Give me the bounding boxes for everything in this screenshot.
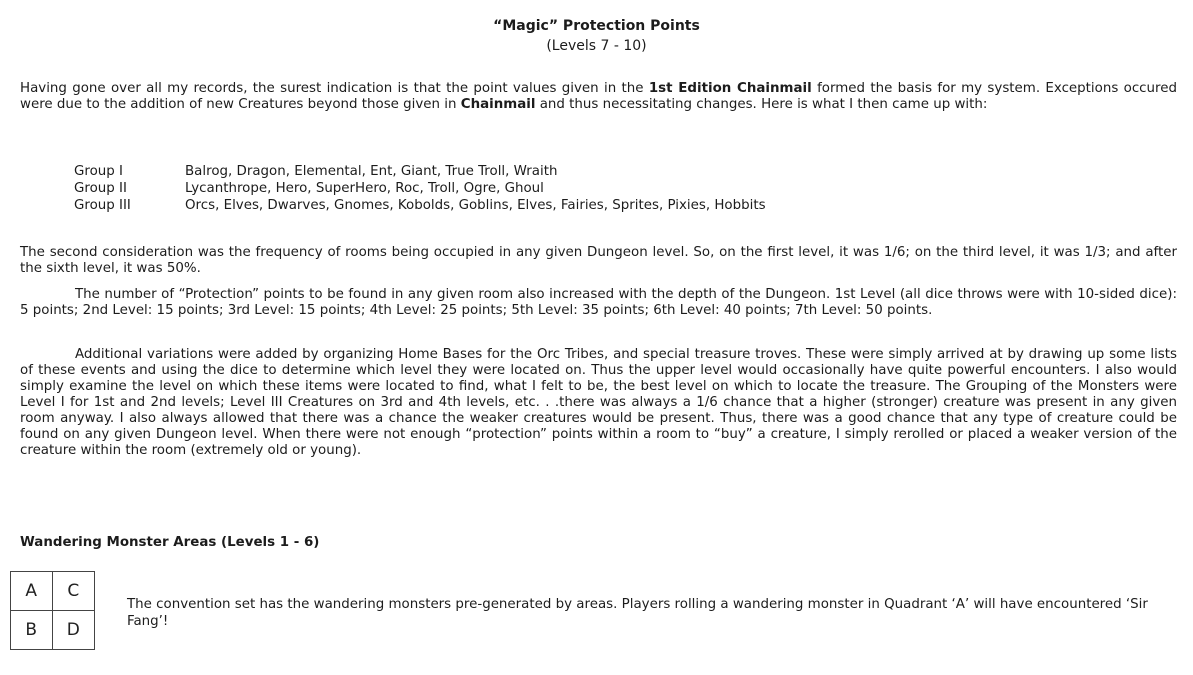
group-name: Group I	[74, 164, 123, 179]
intro-paragraph	[20, 81, 1177, 113]
intro-text-2: formed the basis for my system. Exceptions occured were due to the addition of new Creatures beyond those given in	[20, 81, 1177, 112]
group-row	[74, 197, 766, 214]
wandering-note: The convention set has the wandering monsters pre-generated by areas. Players rolling a wandering monster in Quadrant ‘A’ will have encountered ‘Sir Fang’!	[127, 597, 1148, 629]
quadrant-b: B	[11, 611, 53, 650]
wandering-heading: Wandering Monster Areas (Levels 1 - 6)	[20, 535, 320, 550]
quadrant-c: C	[53, 572, 95, 611]
quadrant-a: A	[11, 572, 53, 611]
group-row	[74, 163, 766, 180]
intro-bold-2: Chainmail	[460, 97, 536, 112]
intro-text-3: and thus necessitating changes. Here is what I then came up with:	[535, 97, 988, 112]
group-members: Lycanthrope, Hero, SuperHero, Roc, Troll, Ogre, Ghoul	[185, 181, 544, 196]
intro-text-1: Having gone over all my records, the surest indication is that the point values given in the	[20, 81, 649, 96]
variations-paragraph: Additional variations were added by organizing Home Bases for the Orc Tribes, and special treasure troves. These were simply arrived at by drawing up some lists of these events and using the dice to determine which level they were located on. Thus the upper level would occasionally have quite powerful encounters. I also would simply examine the level on which these items were located to find, what I felt to be, the best level on which to locate the treasure. The Grouping of the Monsters were Level I for 1st and 2nd levels; Level III Creatures on 3rd and 4th levels, etc. . .there was always a 1/6 chance that a higher (stronger) creature was present in any given room anyway. I also always allowed that there was a chance the weaker creatures would be present. Thus, there was a good chance that any type of creature could be found on any given Dungeon level. When there were not enough “protection” points within a room to “buy” a creature, I simply rerolled or placed a weaker version of the creature within the room (extremely old or young).	[20, 347, 1177, 458]
monster-groups-list	[74, 163, 766, 214]
group-row	[74, 180, 766, 197]
page-title: “Magic” Protection Points	[493, 18, 700, 34]
group-members: Orcs, Elves, Dwarves, Gnomes, Kobolds, Goblins, Elves, Fairies, Sprites, Pixies, Hobbits	[185, 198, 766, 213]
page-subtitle: (Levels 7 - 10)	[546, 38, 647, 54]
occupancy-paragraph: The second consideration was the frequency of rooms being occupied in any given Dungeon level. So, on the first level, it was 1/6; on the third level, it was 1/3; and after the sixth level, it was 50%.	[20, 245, 1177, 276]
quadrant-d: D	[66, 619, 80, 640]
intro-bold-1: 1st Edition Chainmail	[648, 81, 812, 96]
protection-points-paragraph: The number of “Protection” points to be found in any given room also increased with the depth of the Dungeon. 1st Level (all dice throws were with 10-sided dice): 5 points; 2nd Level: 15 points; 3rd Level: 15 points; 4th Level: 25 points; 5th Level: 35 points; 6th Level: 40 points; 7th Level: 50 points.	[20, 287, 1177, 318]
group-name: Group II	[74, 181, 127, 196]
group-members: Balrog, Dragon, Elemental, Ent, Giant, True Troll, Wraith	[185, 164, 558, 179]
group-name: Group III	[74, 198, 131, 213]
quadrant-grid	[10, 571, 95, 650]
